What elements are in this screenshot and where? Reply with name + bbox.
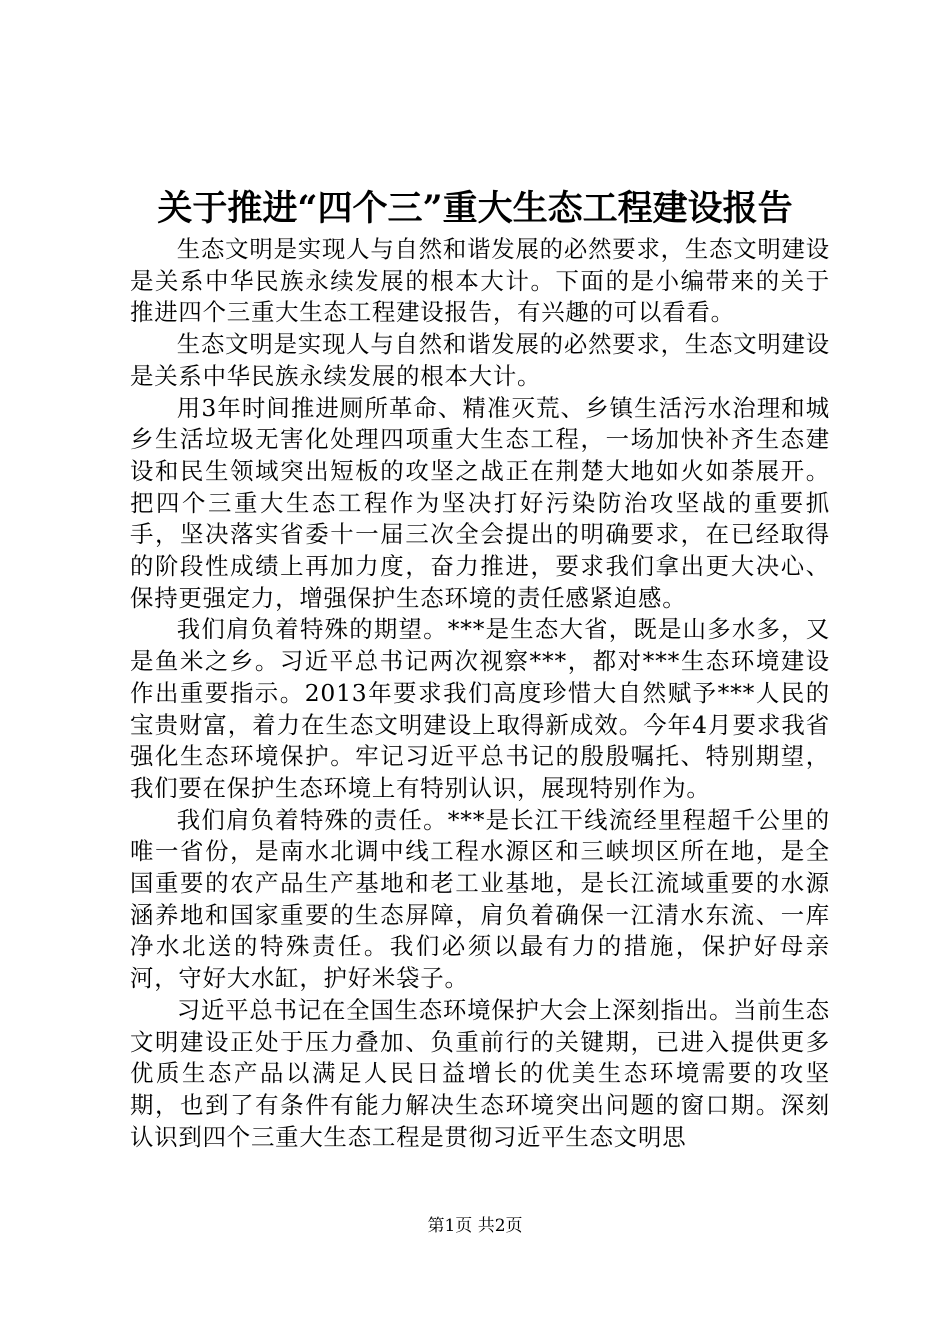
paragraph: 用3年时间推进厕所革命、精准灭荒、乡镇生活污水治理和城乡生活垃圾无害化处理四项重大生态工程，一场加快补齐生态建设和民生领域突出短板的攻坚之战正在荆楚大地如火如荼展开。把四个三重大生态工程作为坚决打好污染防治攻坚战的重要抓手，坚决落实省委十一届三次全会提出的明确要求，在已经取得的阶段性成绩上再加力度，奋力推进，要求我们拿出更大决心、保持更强定力，增强保护生态环境的责任感紧迫感。 — [130, 393, 830, 612]
document-body — [130, 234, 830, 1153]
paragraph: 我们肩负着特殊的期望。***是生态大省，既是山多水多，又是鱼米之乡。习近平总书记两次视察***，都对***生态环境建设作出重要指示。2013年要求我们高度珍惜大自然赋予***人民的宝贵财富，着力在生态文明建设上取得新成效。今年4月要求我省强化生态环境保护。牢记习近平总书记的殷殷嘱托、特别期望，我们要在保护生态环境上有特别认识，展现特别作为。 — [130, 615, 830, 802]
paragraph: 习近平总书记在全国生态环境保护大会上深刻指出。当前生态文明建设正处于压力叠加、负重前行的关键期，已进入提供更多优质生态产品以满足人民日益增长的优美生态环境需要的攻坚期，也到了有条件有能力解决生态环境突出问题的窗口期。深刻认识到四个三重大生态工程是贯彻习近平生态文明思 — [130, 995, 830, 1151]
paragraph: 生态文明是实现人与自然和谐发展的必然要求，生态文明建设是关系中华民族永续发展的根本大计。下面的是小编带来的关于推进四个三重大生态工程建设报告，有兴趣的可以看看。 — [130, 235, 830, 327]
paragraph: 生态文明是实现人与自然和谐发展的必然要求，生态文明建设是关系中华民族永续发展的根本大计。 — [130, 330, 830, 390]
paragraph: 我们肩负着特殊的责任。***是长江干线流经里程超千公里的唯一省份，是南水北调中线工程水源区和三峡坝区所在地，是全国重要的农产品生产基地和老工业基地，是长江流域重要的水源涵养地和国家重要的生态屏障，肩负着确保一江清水东流、一库净水北送的特殊责任。我们必须以最有力的措施，保护好母亲河，守好大水缸，护好米袋子。 — [130, 805, 830, 993]
page-footer: 第1页 共2页 — [427, 1216, 523, 1236]
document-title: 关于推进“四个三”重大生态工程建设报告 — [157, 188, 793, 229]
